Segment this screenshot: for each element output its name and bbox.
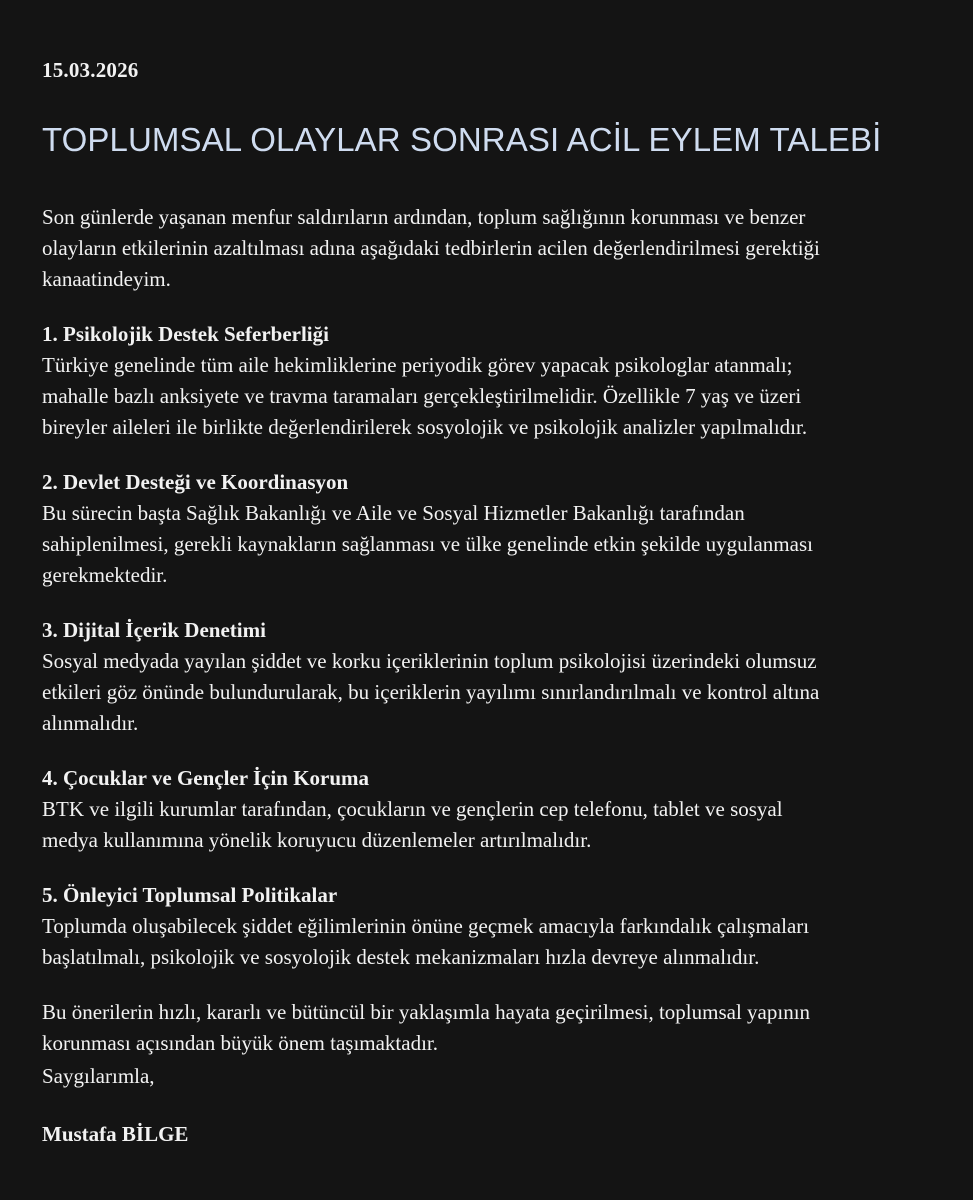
conclusion-paragraph bbox=[42, 997, 957, 1059]
section-line: etkileri göz önünde bulundurularak, bu içeriklerin yayılımı sınırlandırılmalı ve kontrol altına bbox=[42, 680, 820, 704]
intro-paragraph bbox=[42, 202, 957, 295]
section-child-protection bbox=[42, 763, 957, 856]
section-preventive-policies bbox=[42, 880, 957, 973]
section-line: Türkiye genelinde tüm aile hekimliklerine periyodik görev yapacak psikologlar atanmalı; bbox=[42, 353, 793, 377]
section-line: alınmalıdır. bbox=[42, 711, 139, 735]
section-heading: 4. Çocuklar ve Gençler İçin Koruma bbox=[42, 766, 370, 790]
section-line: mahalle bazlı anksiyete ve travma taramaları gerçekleştirilmelidir. Özellikle 7 yaş ve üzeri bbox=[42, 384, 802, 408]
intro-line: kanaatindeyim. bbox=[42, 267, 171, 291]
section-line: sahiplenilmesi, gerekli kaynakların sağlanması ve ülke genelinde etkin şekilde uygulanması bbox=[42, 532, 813, 556]
section-psychological-support bbox=[42, 319, 957, 443]
signature-name: Mustafa BİLGE bbox=[42, 1122, 189, 1146]
section-heading: 2. Devlet Desteği ve Koordinasyon bbox=[42, 470, 349, 494]
section-line: Toplumda oluşabilecek şiddet eğilimlerinin önüne geçmek amacıyla farkındalık çalışmaları bbox=[42, 914, 810, 938]
section-state-support bbox=[42, 467, 957, 591]
section-line: BTK ve ilgili kurumlar tarafından, çocukların ve gençlerin cep telefonu, tablet ve sosyal bbox=[42, 797, 783, 821]
section-line: bireyler aileleri ile birlikte değerlendirilerek sosyolojik ve psikolojik analizler yapılmalıdır. bbox=[42, 415, 808, 439]
conclusion-line: Bu önerilerin hızlı, kararlı ve bütüncül bir yaklaşımla hayata geçirilmesi, toplumsal yapının bbox=[42, 1000, 811, 1024]
letter-body bbox=[42, 202, 957, 1059]
section-line: medya kullanımına yönelik koruyucu düzenlemeler artırılmalıdır. bbox=[42, 828, 592, 852]
section-line: gerekmektedir. bbox=[42, 563, 168, 587]
section-digital-content bbox=[42, 615, 957, 739]
intro-line: Son günlerde yaşanan menfur saldırıların ardından, toplum sağlığının korunması ve benzer bbox=[42, 205, 806, 229]
closing-salutation: Saygılarımla, bbox=[42, 1064, 155, 1088]
section-line: Sosyal medyada yayılan şiddet ve korku içeriklerinin toplum psikolojisi üzerindeki olumsuz bbox=[42, 649, 817, 673]
conclusion-line: korunması açısından büyük önem taşımaktadır. bbox=[42, 1031, 439, 1055]
section-heading: 3. Dijital İçerik Denetimi bbox=[42, 618, 266, 642]
letter-title: TOPLUMSAL OLAYLAR SONRASI ACİL EYLEM TALEBİ bbox=[42, 121, 882, 158]
section-heading: 1. Psikolojik Destek Seferberliği bbox=[42, 322, 329, 346]
section-line: başlatılmalı, psikolojik ve sosyolojik destek mekanizmaları hızla devreye alınmalıdır. bbox=[42, 945, 760, 969]
section-heading: 5. Önleyici Toplumsal Politikalar bbox=[42, 883, 338, 907]
letter-date: 15.03.2026 bbox=[42, 58, 139, 82]
section-line: Bu sürecin başta Sağlık Bakanlığı ve Aile ve Sosyal Hizmetler Bakanlığı tarafından bbox=[42, 501, 745, 525]
intro-line: olayların etkilerinin azaltılması adına aşağıdaki tedbirlerin acilen değerlendirilmesi gerektiği bbox=[42, 236, 820, 260]
